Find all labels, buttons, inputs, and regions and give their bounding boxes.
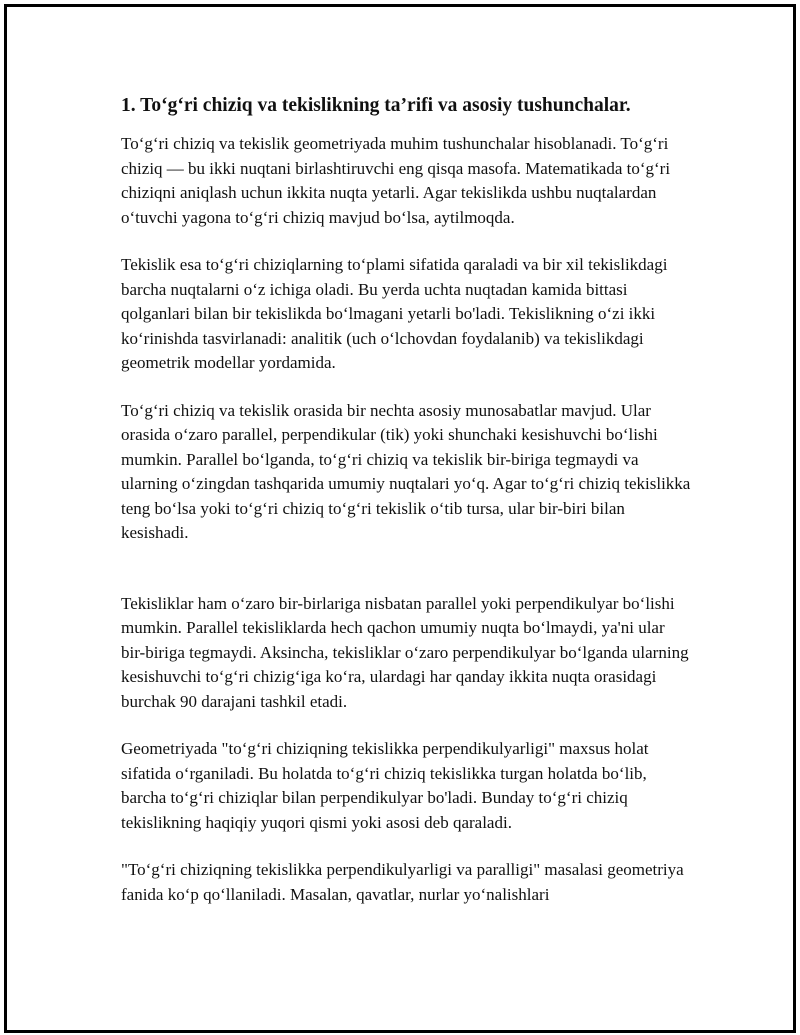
paragraph-6: "To‘g‘ri chiziqning tekislikka perpendikulyarligi va paralligi" masalasi geometriya fanida ko‘p qo‘llaniladi. Masalan, qavatlar, nurlar yo‘nalishlari xyxy=(121,860,684,904)
paragraph-4: Tekisliklar ham o‘zaro bir-birlariga nisbatan parallel yoki perpendikulyar bo‘lishi mumkin. Parallel tekisliklarda hech qachon umumiy nuqta bo‘lmaydi, ya'ni ular bir-biriga tegmaydi. Aksincha, tekisliklar o‘zaro perpendikulyar bo‘lganda ularning kesishuvchi to‘g‘ri chizig‘iga ko‘ra, ulardagi har qanday ikkita nuqta orasidagi burchak 90 darajani tashkil etadi. xyxy=(121,593,689,711)
section-heading: 1. To‘g‘ri chiziq va tekislikning ta’rifi va asosiy tushunchalar. xyxy=(121,95,631,116)
page-frame xyxy=(4,4,796,1033)
paragraph-5: Geometriyada "to‘g‘ri chiziqning tekislikka perpendikulyarligi" maxsus holat sifatida o‘rganiladi. Bu holatda to‘g‘ri chiziq tekislikka turgan holatda bo‘lib, barcha to‘g‘ri chiziqlar bilan perpendikulyar bo'ladi. Bunday to‘g‘ri chiziq tekislikning haqiqiy yuqori qismi yoki asosi deb qaraladi. xyxy=(121,739,649,832)
document-body xyxy=(121,93,691,930)
paragraph-2: Tekislik esa to‘g‘ri chiziqlarning to‘plami sifatida qaraladi va bir xil tekislikdagi barcha nuqtalarni o‘z ichiga oladi. Bu yerda uchta nuqtadan kamida bittasi qolganlari bilan bir tekislikda bo‘lmagani yetarli bo'ladi. Tekislikning o‘zi ikki ko‘rinishda tasvirlanadi: analitik (uch o‘lchovdan foydalanib) va tekislikdagi geometrik modellar yordamida. xyxy=(121,255,668,373)
paragraph-1: To‘g‘ri chiziq va tekislik geometriyada muhim tushunchalar hisoblanadi. To‘g‘ri chiziq — bu ikki nuqtani birlashtiruvchi eng qisqa masofa. Matematikada to‘g‘ri chiziqni aniqlash uchun ikkita nuqta yetarli. Agar tekislikda ushbu nuqtalardan o‘tuvchi yagona to‘g‘ri chiziq mavjud bo‘lsa, aytilmoqda. xyxy=(121,134,671,227)
paragraph-3: To‘g‘ri chiziq va tekislik orasida bir nechta asosiy munosabatlar mavjud. Ular orasida o‘zaro parallel, perpendikular (tik) yoki shunchaki kesishuvchi bo‘lishi mumkin. Parallel bo‘lganda, to‘g‘ri chiziq va tekislik bir-biriga tegmaydi va ularning o‘zingdan tashqarida umumiy nuqtalari yo‘q. Agar to‘g‘ri chiziq tekislikka teng bo‘lsa yoki to‘g‘ri chiziq to‘g‘ri tekislik o‘tib tursa, ular bir-biri bilan kesishadi. xyxy=(121,400,691,543)
